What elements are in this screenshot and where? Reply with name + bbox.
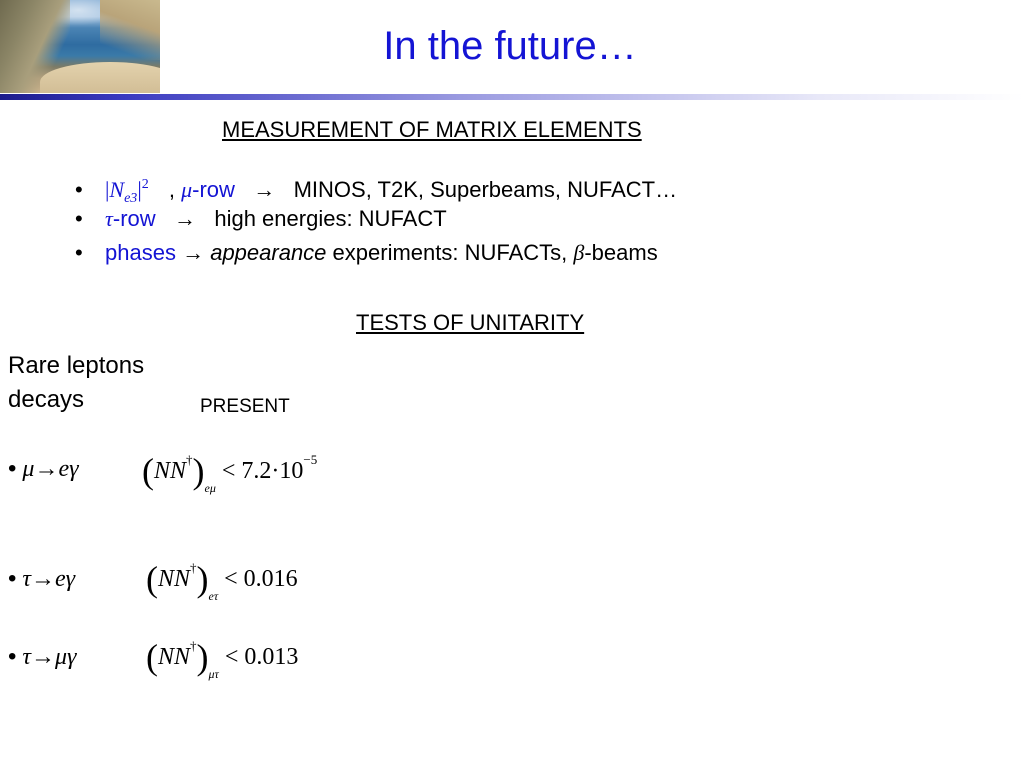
appearance-label: appearance: [210, 240, 327, 265]
matrix-elements-heading: MEASUREMENT OF MATRIX ELEMENTS: [222, 117, 642, 142]
bullet-dot: •: [75, 206, 83, 231]
decay-bound-3: $(NN^\dagger)_{\mu\tau} < 0.013$: [146, 637, 299, 681]
decay-bound-1: $(NN^\dagger)_{e\mu} < 7.2\cdot 10^{-5}$: [142, 451, 318, 495]
bar-close: |: [137, 177, 142, 202]
bullet-text: experiments: NUFACTs,: [326, 240, 574, 265]
coastline-photo: [0, 0, 160, 93]
arrow-icon: →: [253, 177, 276, 202]
decay-bound-2: $(NN^\dagger)_{e\tau} < 0.016$: [146, 559, 298, 603]
decay-process-3: • τ→μγ: [8, 643, 77, 670]
decay-process-2: • τ→eγ: [8, 565, 76, 592]
rare-decays-line-1: Rare leptons: [8, 352, 145, 379]
row-label: -row: [192, 177, 235, 202]
mu-symbol: μ: [181, 177, 193, 202]
bullet-dot: •: [75, 240, 83, 265]
row-label: -row: [112, 206, 156, 231]
present-label: PRESENT: [200, 396, 290, 417]
rare-decays-line-2: decays: [8, 386, 85, 413]
bullet-text: MINOS, T2K, Superbeams, NUFACT…: [293, 177, 678, 202]
unitarity-heading: TESTS OF UNITARITY: [356, 310, 585, 335]
bar-open: |: [105, 177, 110, 202]
ne3-symbol: N: [109, 177, 125, 202]
slide-title: In the future…: [383, 24, 637, 68]
title-divider: [0, 94, 1024, 100]
arrow-icon: →: [182, 240, 205, 265]
bullet-item-3: [75, 239, 658, 267]
bullet-item-2: [75, 205, 447, 233]
decay-process-1: • μ→eγ: [8, 455, 79, 482]
beta-symbol: β: [573, 240, 585, 265]
beams-label: -beams: [584, 240, 658, 265]
arrow-icon: →: [174, 206, 196, 231]
comma: ,: [162, 177, 175, 202]
ne3-subscript: e3: [124, 191, 138, 206]
bullet-dot: •: [75, 177, 83, 202]
phases-label: phases: [105, 240, 176, 265]
bullet-text: high energies: NUFACT: [214, 206, 447, 231]
ne3-power: 2: [141, 177, 149, 192]
tau-symbol: τ: [105, 206, 113, 231]
